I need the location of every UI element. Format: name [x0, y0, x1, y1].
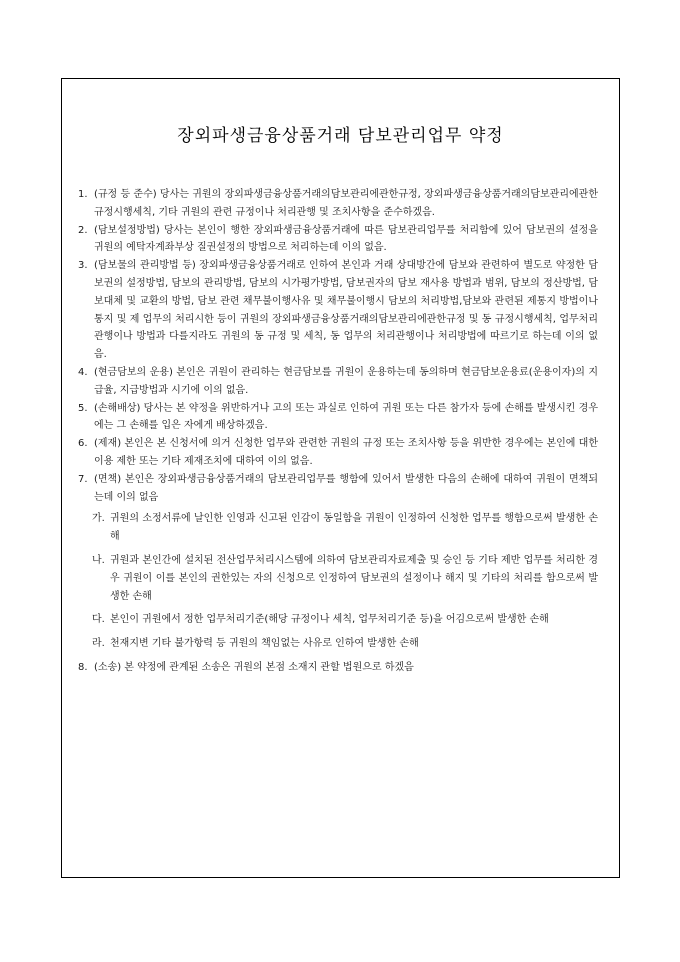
agreement-frame: [61, 78, 620, 878]
clause-text: (소송) 본 약정에 관계된 소송은 귀원의 본점 소재지 관할 법원으로 하겠음: [94, 661, 414, 673]
clause-number: 2.: [78, 224, 88, 236]
clause-item: [78, 435, 598, 471]
sub-clause-item: [92, 510, 598, 546]
sub-clause-item: [92, 635, 598, 653]
clause-text: (제재) 본인은 본 신청서에 의거 신청한 업무와 관련한 귀원의 규정 또는 조치사항 등을 위반한 경우에는 본인에 대한 이용 제한 또는 기타 제재조치에 대하여 이의 없음.: [94, 438, 598, 467]
clause-item: [78, 471, 598, 507]
sub-clause-list: [92, 510, 598, 653]
sub-clause-mark: 나.: [92, 554, 105, 566]
clause-text: (담보설정방법) 당사는 본인이 행한 장외파생금융상품거래에 따른 담보관리업무를 처리함에 있어 담보권의 설정을 귀원의 예탁자계좌부상 질권설정의 방법으로 처리하는데 이의 없음.: [94, 224, 598, 254]
clause-item: [78, 364, 598, 400]
clause-item: [78, 400, 598, 436]
clause-number: 3.: [78, 260, 88, 272]
agreement-body: [78, 186, 598, 677]
clause-text: (면책) 본인은 장외파생금융상품거래의 담보관리업무를 행함에 있어서 발생한 다음의 손해에 대하여 귀원이 면책되는데 이의 없음: [94, 473, 598, 503]
sub-clause-text: 귀원의 소정서류에 날인한 인영과 신고된 인감이 동일함을 귀원이 인정하여 신청한 업무를 행함으로써 발생한 손해: [110, 513, 598, 543]
sub-clause-mark: 라.: [92, 638, 105, 650]
sub-clause-item: [92, 552, 598, 605]
clause-item: [78, 659, 598, 677]
clause-item: [78, 257, 598, 364]
clause-text: (규정 등 준수) 당사는 귀원의 장외파생금융상품거래의담보관리에관한규정, 장외파생금융상품거래의담보관리에관한규정시행세칙, 기타 귀원의 관련 규정이나 처리관행 및 조치사항을 준수하겠음.: [94, 189, 598, 218]
sub-clause-mark: 다.: [92, 614, 105, 626]
clause-number: 8.: [78, 661, 88, 673]
clause-text: (손해배상) 당사는 본 약정을 위반하거나 고의 또는 과실로 인하여 귀원 또는 다른 참가자 등에 손해를 발생시킨 경우에는 그 손해를 입은 자에게 배상하겠음.: [94, 402, 598, 432]
clause-text: (담보물의 관리방법 등) 장외파생금융상품거래로 인하여 본인과 거래 상대방간에 담보와 관련하여 별도로 약정한 담보권의 설정방법, 담보의 관리방법, 담보의 시가평가방법, 담보권자의 담보 재사용 방법과 범위, 담보의 정산방법, 담보대체 및 교환의 방법, 담보 관련 채무불이행사유 및 채무불이행시 담보의 처리방법,담보와 관련된 제통지 방법이나 통지 및 제 업무의 처리시한 등이 귀원의 장외파생금융상품거래의담보관리에관한규정 및 동 규정시행세칙, 업무처리 관행이나 방법과 다를지라도 귀원의 동 규정 및 세칙, 동 업무의 처리관행이나 처리방법에 따르기로 하는데 이의 없음.: [94, 260, 598, 361]
clause-item: [78, 222, 598, 258]
sub-clause-text: 본인이 귀원에서 정한 업무처리기준(해당 규정이나 세칙, 업무처리기준 등)을 어김으로써 발생한 손해: [110, 614, 549, 626]
sub-clause-mark: 가.: [92, 513, 105, 525]
sub-clause-text: 귀원과 본인간에 설치된 전산업무처리시스템에 의하여 담보관리자료제출 및 승인 등 기타 제반 업무를 처리한 경우 귀원이 이를 본인의 권한있는 자의 신청으로 인정하여 담보권의 설정이나 해지 및 기타의 처리를 함으로써 발생한 손해: [110, 554, 598, 602]
clause-number: 4.: [78, 366, 88, 378]
clause-text: (현금담보의 운용) 본인은 귀원이 관리하는 현금담보를 귀원이 운용하는데 동의하며 현금담보운용료(운용이자)의 지급율, 지급방법과 시기에 이의 없음.: [94, 366, 598, 396]
clause-item: [78, 186, 598, 222]
clause-number: 6.: [78, 438, 88, 450]
sub-clause-text: 천재지변 기타 불가항력 등 귀원의 책임없는 사유로 인하여 발생한 손해: [110, 638, 419, 650]
document-title: 장외파생금융상품거래 담보관리업무 약정: [177, 126, 504, 146]
sub-clause-item: [92, 611, 598, 629]
clause-number: 5.: [78, 402, 88, 414]
clause-number: 7.: [78, 473, 88, 485]
clause-number: 1.: [78, 189, 88, 200]
